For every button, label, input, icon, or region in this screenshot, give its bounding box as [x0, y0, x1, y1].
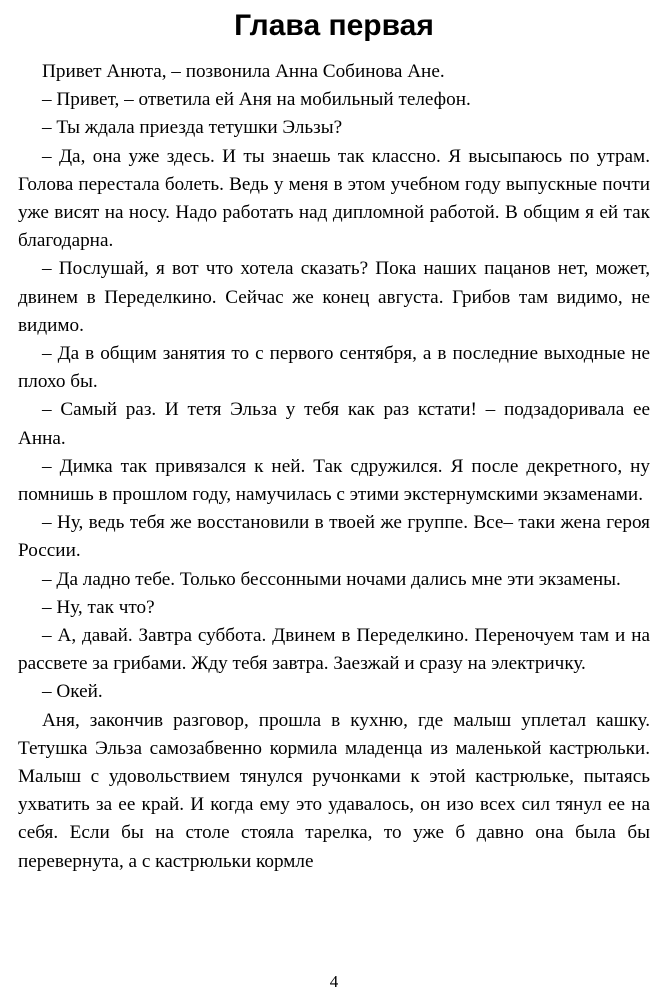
paragraph: Аня, закончив разговор, прошла в кухню, где малыш уплетал кашку. Тетушка Эльза самозабвенно кормила младенца из маленькой кастрюльки. Малыш с удовольствием тянулся ручонками к этой кастрюльке, пытаясь ухватить за ее край. И когда ему это удавалось, он изо всех сил тянул ее на себя. Если бы на столе стояла тарелка, то уже б давно она была бы перевернута, а с кастрюльки кормле: [18, 709, 650, 872]
paragraph: – Да ладно тебе. Только бессонными ночами дались мне эти экзамены.: [42, 568, 621, 590]
paragraph: – Окей.: [42, 681, 103, 703]
page-number: 4: [329, 972, 339, 991]
paragraph: – Самый раз. И тетя Эльза у тебя как раз кстати! – подзадоривала ее Анна.: [18, 399, 650, 449]
paragraph: – Димка так привязался к ней. Так сдружился. Я после декретного, ну помнишь в прошлом году, намучилась с этими экстернумскими экзаменами.: [18, 455, 650, 506]
paragraph: – Ты ждала приезда тетушки Эльзы?: [42, 117, 343, 139]
paragraph: – Ну, так что?: [42, 596, 155, 618]
paragraph: – Да в общим занятия то с первого сентября, а в последние выходные не плохо бы.: [18, 343, 650, 393]
paragraph: – Привет, – ответила ей Аня на мобильный телефон.: [42, 89, 471, 111]
paragraph: – Послушай, я вот что хотела сказать? Пока наших пацанов нет, может, двинем в Переделкино. Сейчас же конец августа. Грибов там видимо, не видимо.: [18, 258, 650, 336]
paragraph: – Да, она уже здесь. И ты знаешь так классно. Я высыпаюсь по утрам. Голова перестала болеть. Ведь у меня в этом учебном году выпускные почти уже висят на носу. Надо работать над дипломной работой. В общим я ей так благодарна.: [18, 145, 650, 252]
chapter-body: [18, 58, 650, 876]
chapter-title: Глава первая: [234, 9, 434, 42]
paragraph: – Ну, ведь тебя же восстановили в твоей же группе. Все– таки жена героя России.: [18, 512, 650, 562]
paragraph: – А, давай. Завтра суббота. Двинем в Переделкино. Переночуем там и на рассвете за грибами. Жду тебя завтра. Заезжай и сразу на электричку.: [18, 625, 650, 675]
paragraph: Привет Анюта, – позвонила Анна Собинова Ане.: [42, 61, 445, 82]
